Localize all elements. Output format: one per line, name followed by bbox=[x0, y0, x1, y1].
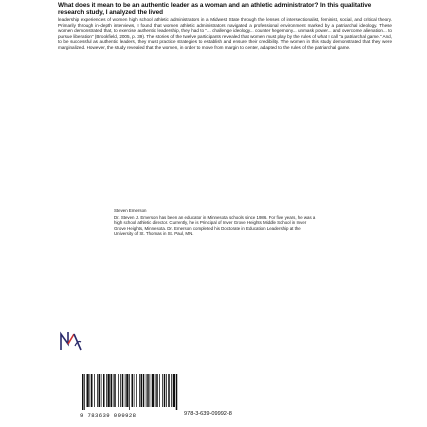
author-section bbox=[114, 208, 319, 237]
barcode-digits: 9 783639 099928 bbox=[80, 412, 137, 419]
publisher-logo-graphic bbox=[59, 330, 83, 352]
author-name: Steven Emerson bbox=[114, 208, 147, 213]
description-body: leadership experiences of women high school athletic administrators in a Midwest State through the lenses of intersectionalist, feminist, social, and critical theory. Primarily through in-depth interviews, I found that women athletic administrators navigated a professional environment marked by a patriarchal ideology. These women demonstrated that, to exercise authentic leadership, they had to “... challenge ideology... counter hegemony... unmask power... and overcome alienation... to pursue liberation” (Brookfield, 2005, p. 39). The stories of the twelve participants revealed that women must play by the rules of what I call “a patriarchal game.” And, to be successful as authentic leaders, they must practice strategies to establish and ensure their credibility. The women in this study demonstrated that they were marginalized. However, the study revealed that the women, in order to move from margin to center, adapted to the rules of the patriarchal game. bbox=[58, 17, 392, 50]
author-bio: Dr. Steven J. Emerson has been an educator in Minnesota schools since 1986. For five years, he was a high school athletic director. Currently, he is Principal of Inver Grove Heights Middle School in Inver Grove Heights, Minnesota. Dr. Emerson completed his Doctorate in Education Leadership at the University of St. Thomas in St. Paul, MN. bbox=[114, 215, 316, 237]
book-description bbox=[58, 2, 392, 50]
description-lead: What does it mean to be an authentic leader as a woman and an athletic administrator? In this qualitative research study, I analyzed the lived bbox=[58, 2, 372, 16]
barcode-bars bbox=[82, 374, 178, 410]
isbn-barcode bbox=[80, 374, 178, 420]
isbn-number: 978-3-639-09992-8 bbox=[184, 411, 232, 417]
publisher-logo-icon bbox=[59, 330, 83, 352]
